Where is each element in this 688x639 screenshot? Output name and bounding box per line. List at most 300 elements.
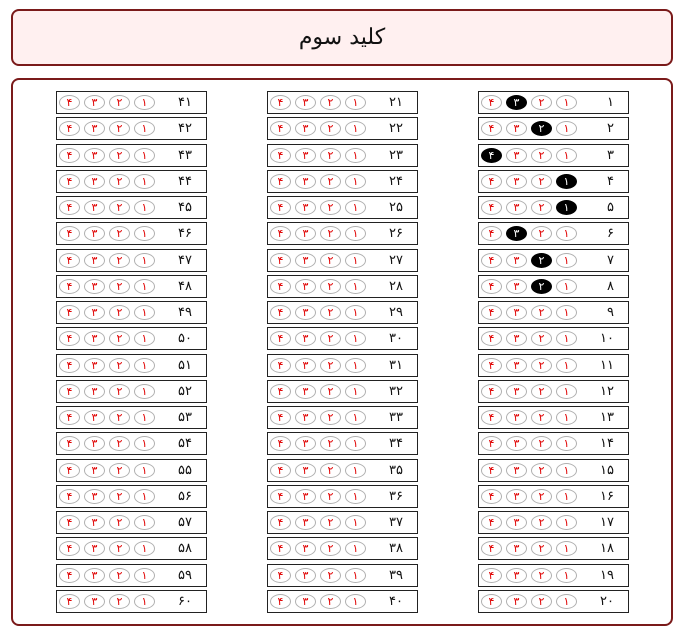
choice-bubble[interactable]: ۴ [270,148,291,163]
choice-bubble[interactable]: ۲ [109,226,130,241]
choice-bubble[interactable]: ۲ [320,121,341,136]
choice-bubble[interactable]: ۱ [556,594,577,609]
choice-bubble[interactable]: ۱ [134,121,155,136]
choice-bubble[interactable]: ۲ [320,384,341,399]
choice-bubble[interactable]: ۳ [84,253,105,268]
choice-bubble[interactable]: ۲ [320,410,341,425]
choice-bubble[interactable]: ۴ [59,253,80,268]
choice-bubble-filled[interactable]: ۴ [481,148,502,163]
choice-bubble[interactable]: ۴ [481,489,502,504]
choice-bubble[interactable]: ۱ [556,305,577,320]
choice-bubble[interactable]: ۲ [320,541,341,556]
question-number: ۱۸ [600,541,614,557]
choice-bubble[interactable]: ۱ [134,541,155,556]
choice-bubble[interactable]: ۴ [59,515,80,530]
choice-bubble[interactable]: ۱ [345,253,366,268]
choice-bubble[interactable]: ۴ [270,305,291,320]
choice-bubble[interactable]: ۲ [320,358,341,373]
question-number: ۱۹ [600,567,614,583]
choice-bubble[interactable]: ۲ [109,148,130,163]
choice-bubble[interactable]: ۳ [295,226,316,241]
choice-bubble[interactable]: ۱ [556,515,577,530]
choice-bubble[interactable]: ۲ [109,331,130,346]
choice-bubble[interactable]: ۲ [320,436,341,451]
question-number: ۵۲ [178,383,192,399]
choice-bubble[interactable]: ۲ [320,253,341,268]
choice-bubble[interactable]: ۲ [531,95,552,110]
choice-bubble[interactable]: ۳ [295,436,316,451]
choice-bubble[interactable]: ۳ [295,279,316,294]
choice-bubble[interactable]: ۲ [109,174,130,189]
choice-bubble[interactable]: ۴ [59,305,80,320]
choice-bubble[interactable]: ۱ [345,541,366,556]
choice-bubble[interactable]: ۳ [506,410,527,425]
choice-bubble[interactable]: ۲ [320,463,341,478]
question-row [478,275,629,298]
choice-bubble[interactable]: ۴ [481,358,502,373]
choice-bubble[interactable]: ۲ [531,489,552,504]
question-row [267,222,418,245]
choice-bubble[interactable]: ۴ [59,358,80,373]
question-row [56,144,207,167]
question-number: ۳۹ [389,567,403,583]
question-row [56,590,207,613]
question-number: ۲۸ [389,278,403,294]
choice-bubble[interactable]: ۴ [59,436,80,451]
choice-bubble-filled[interactable]: ۲ [531,253,552,268]
choice-bubble[interactable]: ۲ [531,305,552,320]
choice-bubble[interactable]: ۴ [59,463,80,478]
question-row [478,354,629,377]
choice-bubble[interactable]: ۳ [84,305,105,320]
choice-bubble[interactable]: ۱ [345,331,366,346]
choice-bubble[interactable]: ۳ [506,174,527,189]
choice-bubble[interactable]: ۱ [345,148,366,163]
question-number: ۴۵ [178,200,192,215]
question-number: ۵۳ [178,410,192,425]
choice-bubble[interactable]: ۱ [134,594,155,609]
choice-bubble[interactable]: ۳ [84,489,105,504]
choice-bubble[interactable]: ۳ [506,253,527,268]
choice-bubble[interactable]: ۱ [556,279,577,294]
choice-bubble[interactable]: ۳ [84,594,105,609]
choice-bubble[interactable]: ۴ [270,436,291,451]
choice-bubble[interactable]: ۴ [270,95,291,110]
question-row [478,196,629,219]
choice-bubble[interactable]: ۳ [295,148,316,163]
choice-bubble[interactable]: ۳ [84,226,105,241]
choice-bubble-filled[interactable]: ۱ [556,174,577,189]
choice-bubble[interactable]: ۴ [481,121,502,136]
choice-bubble[interactable]: ۱ [345,226,366,241]
choice-bubble[interactable]: ۱ [134,463,155,478]
choice-bubble[interactable]: ۴ [59,200,80,215]
answer-column-1 [478,91,629,616]
choice-bubble[interactable]: ۲ [320,568,341,583]
choice-bubble[interactable]: ۱ [134,174,155,189]
choice-bubble[interactable]: ۴ [481,174,502,189]
choice-bubble-filled[interactable]: ۳ [506,95,527,110]
question-number: ۱ [607,95,614,110]
choice-bubble[interactable]: ۴ [270,489,291,504]
choice-bubble[interactable]: ۲ [109,515,130,530]
choice-bubble[interactable]: ۲ [109,253,130,268]
choice-bubble[interactable]: ۳ [506,489,527,504]
choice-bubble[interactable]: ۳ [506,436,527,451]
choice-bubble[interactable]: ۳ [295,410,316,425]
choice-bubble[interactable]: ۳ [84,148,105,163]
choice-bubble[interactable]: ۲ [320,200,341,215]
question-row [56,170,207,193]
choice-bubble[interactable]: ۱ [134,489,155,504]
choice-bubble[interactable]: ۲ [109,568,130,583]
choice-bubble[interactable]: ۲ [109,358,130,373]
choice-bubble[interactable]: ۱ [134,279,155,294]
choice-bubble[interactable]: ۴ [270,358,291,373]
choice-bubble[interactable]: ۳ [84,410,105,425]
question-row [478,170,629,193]
question-number: ۲۵ [389,200,403,215]
choice-bubble[interactable]: ۴ [270,384,291,399]
choice-bubble[interactable]: ۴ [59,95,80,110]
question-row [267,432,418,455]
choice-bubble-filled[interactable]: ۱ [556,200,577,215]
choice-bubble[interactable]: ۳ [506,331,527,346]
choice-bubble[interactable]: ۳ [84,384,105,399]
choice-bubble[interactable]: ۴ [59,121,80,136]
choice-bubble[interactable]: ۲ [109,463,130,478]
choice-bubble[interactable]: ۲ [320,515,341,530]
choice-bubble[interactable]: ۴ [270,200,291,215]
choice-bubble[interactable]: ۳ [295,200,316,215]
choice-bubble[interactable]: ۱ [556,410,577,425]
choice-bubble[interactable]: ۳ [295,331,316,346]
choice-bubble[interactable]: ۴ [481,200,502,215]
choice-bubble[interactable]: ۳ [506,305,527,320]
choice-bubble[interactable]: ۱ [134,331,155,346]
choice-bubble[interactable]: ۱ [134,358,155,373]
choice-bubble[interactable]: ۴ [59,594,80,609]
choice-bubble[interactable]: ۲ [320,148,341,163]
choice-bubble[interactable]: ۳ [506,568,527,583]
question-number: ۵۷ [178,515,192,530]
choice-bubble[interactable]: ۴ [481,515,502,530]
choice-bubble[interactable]: ۱ [556,358,577,373]
choice-bubble[interactable]: ۴ [270,226,291,241]
choice-bubble[interactable]: ۴ [59,148,80,163]
choice-bubble[interactable]: ۳ [506,541,527,556]
choice-bubble[interactable]: ۱ [345,121,366,136]
choice-bubble[interactable]: ۳ [84,331,105,346]
choice-bubble[interactable]: ۳ [295,515,316,530]
choice-bubble[interactable]: ۲ [109,436,130,451]
choice-bubble[interactable]: ۱ [134,436,155,451]
choice-bubble[interactable]: ۲ [531,384,552,399]
choice-bubble-filled[interactable]: ۲ [531,279,552,294]
choice-bubble[interactable]: ۳ [295,174,316,189]
choice-bubble[interactable]: ۳ [295,594,316,609]
choice-bubble[interactable]: ۳ [84,174,105,189]
choice-bubble[interactable]: ۳ [295,463,316,478]
choice-bubble[interactable]: ۳ [506,148,527,163]
choice-bubble[interactable]: ۴ [270,253,291,268]
question-number: ۹ [607,305,614,320]
choice-bubble[interactable]: ۳ [295,489,316,504]
choice-bubble[interactable]: ۲ [109,200,130,215]
choice-bubble[interactable]: ۱ [556,568,577,583]
choice-bubble[interactable]: ۲ [109,121,130,136]
choice-bubble[interactable]: ۲ [109,410,130,425]
choice-bubble[interactable]: ۳ [295,95,316,110]
choice-bubble[interactable]: ۱ [345,463,366,478]
choice-bubble[interactable]: ۲ [320,331,341,346]
choice-bubble[interactable]: ۳ [295,305,316,320]
choice-bubble[interactable]: ۱ [134,95,155,110]
choice-bubble[interactable]: ۲ [531,226,552,241]
question-number: ۴۶ [178,226,192,242]
choice-bubble[interactable]: ۳ [506,279,527,294]
choice-bubble-filled[interactable]: ۳ [506,226,527,241]
choice-bubble[interactable]: ۲ [109,95,130,110]
choice-bubble[interactable]: ۴ [481,279,502,294]
choice-bubble[interactable]: ۱ [556,384,577,399]
choice-bubble[interactable]: ۲ [531,541,552,556]
choice-bubble[interactable]: ۳ [84,463,105,478]
choice-bubble[interactable]: ۲ [320,226,341,241]
choice-bubble[interactable]: ۲ [531,200,552,215]
choice-bubble[interactable]: ۳ [84,95,105,110]
choice-bubble[interactable]: ۱ [345,95,366,110]
choice-bubble[interactable]: ۳ [84,568,105,583]
question-number: ۱۴ [600,436,614,452]
choice-bubble[interactable]: ۴ [481,253,502,268]
choice-bubble[interactable]: ۴ [481,305,502,320]
choice-bubble[interactable]: ۲ [531,358,552,373]
choice-bubble[interactable]: ۳ [506,515,527,530]
choice-bubble[interactable]: ۲ [320,95,341,110]
page-title: کلید سوم [298,25,386,50]
choice-bubble[interactable]: ۴ [270,410,291,425]
choice-bubble[interactable]: ۴ [270,174,291,189]
choice-bubble[interactable]: ۳ [506,463,527,478]
choice-bubble[interactable]: ۴ [59,384,80,399]
choice-bubble[interactable]: ۱ [556,463,577,478]
choice-bubble[interactable]: ۱ [345,594,366,609]
choice-bubble[interactable]: ۴ [270,463,291,478]
question-number: ۴۷ [178,252,192,268]
question-row [56,91,207,114]
question-number: ۵۰ [178,331,192,347]
choice-bubble[interactable]: ۱ [134,410,155,425]
question-row [478,380,629,403]
choice-bubble[interactable]: ۴ [59,226,80,241]
choice-bubble[interactable]: ۳ [84,200,105,215]
choice-bubble[interactable]: ۳ [506,121,527,136]
choice-bubble[interactable]: ۴ [59,568,80,583]
choice-bubble[interactable]: ۴ [59,410,80,425]
choice-bubble[interactable]: ۴ [481,410,502,425]
question-row [56,196,207,219]
choice-bubble[interactable]: ۴ [481,226,502,241]
choice-bubble[interactable]: ۴ [59,174,80,189]
choice-bubble[interactable]: ۱ [345,279,366,294]
choice-bubble[interactable]: ۳ [295,384,316,399]
choice-bubble[interactable]: ۲ [320,279,341,294]
choice-bubble[interactable]: ۲ [531,568,552,583]
choice-bubble[interactable]: ۲ [109,384,130,399]
question-number: ۶ [607,226,614,242]
choice-bubble[interactable]: ۲ [531,331,552,346]
choice-bubble[interactable]: ۲ [531,436,552,451]
choice-bubble[interactable]: ۱ [345,436,366,451]
question-number: ۵۹ [178,567,192,583]
choice-bubble[interactable]: ۴ [481,463,502,478]
choice-bubble[interactable]: ۲ [531,410,552,425]
question-row [478,222,629,245]
choice-bubble[interactable]: ۲ [109,541,130,556]
choice-bubble[interactable]: ۱ [134,253,155,268]
choice-bubble[interactable]: ۱ [345,305,366,320]
choice-bubble[interactable]: ۱ [556,148,577,163]
choice-bubble[interactable]: ۱ [345,358,366,373]
choice-bubble[interactable]: ۳ [506,384,527,399]
choice-bubble[interactable]: ۱ [556,489,577,504]
choice-bubble[interactable]: ۳ [84,279,105,294]
choice-bubble[interactable]: ۴ [481,384,502,399]
choice-bubble[interactable]: ۳ [506,358,527,373]
choice-bubble[interactable]: ۳ [295,358,316,373]
choice-bubble[interactable]: ۳ [506,594,527,609]
choice-bubble[interactable]: ۴ [481,331,502,346]
choice-bubble[interactable]: ۴ [59,541,80,556]
choice-bubble[interactable]: ۳ [295,541,316,556]
choice-bubble[interactable]: ۲ [109,305,130,320]
question-row [56,327,207,350]
choice-bubble-filled[interactable]: ۲ [531,121,552,136]
choice-bubble[interactable]: ۴ [270,541,291,556]
question-row [267,196,418,219]
question-row [56,564,207,587]
choice-bubble[interactable]: ۱ [134,568,155,583]
choice-bubble[interactable]: ۴ [481,568,502,583]
choice-bubble[interactable]: ۳ [84,358,105,373]
choice-bubble[interactable]: ۱ [556,95,577,110]
choice-bubble[interactable]: ۴ [481,594,502,609]
choice-bubble[interactable]: ۱ [345,568,366,583]
question-row [56,537,207,560]
question-row [478,432,629,455]
question-row [267,564,418,587]
question-number: ۳۰ [389,331,403,347]
question-number: ۵۶ [178,488,192,504]
choice-bubble[interactable]: ۲ [531,174,552,189]
choice-bubble[interactable]: ۱ [556,253,577,268]
choice-bubble[interactable]: ۴ [270,594,291,609]
choice-bubble[interactable]: ۲ [531,463,552,478]
question-row [56,354,207,377]
question-row [56,117,207,140]
choice-bubble[interactable]: ۳ [84,541,105,556]
question-number: ۸ [607,278,614,294]
choice-bubble[interactable]: ۴ [59,279,80,294]
choice-bubble[interactable]: ۴ [59,489,80,504]
choice-bubble[interactable]: ۳ [84,515,105,530]
choice-bubble[interactable]: ۲ [531,148,552,163]
choice-bubble[interactable]: ۱ [134,226,155,241]
choice-bubble[interactable]: ۳ [506,200,527,215]
question-number: ۵ [607,200,614,215]
choice-bubble[interactable]: ۱ [134,148,155,163]
choice-bubble[interactable]: ۱ [345,489,366,504]
choice-bubble[interactable]: ۴ [481,541,502,556]
choice-bubble[interactable]: ۱ [134,515,155,530]
question-number: ۴ [607,173,614,189]
choice-bubble[interactable]: ۴ [270,568,291,583]
choice-bubble[interactable]: ۴ [270,331,291,346]
choice-bubble[interactable]: ۴ [481,436,502,451]
choice-bubble[interactable]: ۲ [109,279,130,294]
choice-bubble[interactable]: ۱ [345,200,366,215]
question-row [478,249,629,272]
question-number: ۳۵ [389,462,403,478]
answer-column-3 [56,91,207,616]
choice-bubble[interactable]: ۱ [556,541,577,556]
question-number: ۱۰ [600,331,614,347]
question-number: ۱۶ [600,488,614,504]
choice-bubble[interactable]: ۳ [84,121,105,136]
question-number: ۳ [607,147,614,163]
choice-bubble[interactable]: ۱ [556,121,577,136]
choice-bubble[interactable]: ۴ [481,95,502,110]
question-row [478,459,629,482]
choice-bubble[interactable]: ۱ [134,200,155,215]
question-row [478,301,629,324]
choice-bubble[interactable]: ۳ [84,436,105,451]
question-row [56,406,207,429]
choice-bubble[interactable]: ۲ [109,594,130,609]
choice-bubble[interactable]: ۱ [345,174,366,189]
choice-bubble[interactable]: ۴ [270,515,291,530]
choice-bubble[interactable]: ۲ [320,305,341,320]
question-row [56,485,207,508]
choice-bubble[interactable]: ۲ [531,594,552,609]
choice-bubble[interactable]: ۴ [270,121,291,136]
question-number: ۲ [607,121,614,137]
choice-bubble[interactable]: ۱ [345,384,366,399]
question-number: ۲۹ [389,305,403,320]
choice-bubble[interactable]: ۲ [320,489,341,504]
choice-bubble[interactable]: ۳ [295,568,316,583]
choice-bubble[interactable]: ۲ [320,174,341,189]
choice-bubble[interactable]: ۴ [270,279,291,294]
choice-bubble[interactable]: ۱ [556,331,577,346]
choice-bubble[interactable]: ۳ [295,121,316,136]
question-row [267,511,418,534]
choice-bubble[interactable]: ۱ [345,410,366,425]
choice-bubble[interactable]: ۱ [556,226,577,241]
choice-bubble[interactable]: ۱ [134,305,155,320]
question-number: ۲۱ [389,95,403,110]
choice-bubble[interactable]: ۴ [59,331,80,346]
choice-bubble[interactable]: ۲ [320,594,341,609]
choice-bubble[interactable]: ۱ [134,384,155,399]
choice-bubble[interactable]: ۱ [556,436,577,451]
choice-bubble[interactable]: ۱ [345,515,366,530]
choice-bubble[interactable]: ۳ [295,253,316,268]
choice-bubble[interactable]: ۲ [531,515,552,530]
question-row [478,117,629,140]
choice-bubble[interactable]: ۲ [109,489,130,504]
